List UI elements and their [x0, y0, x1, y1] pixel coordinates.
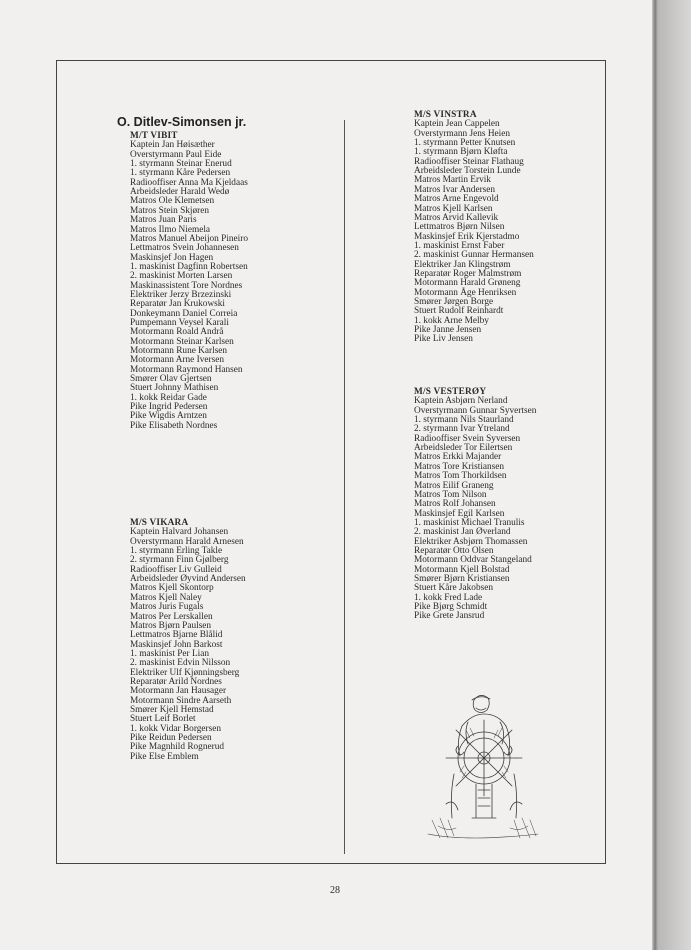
crew-member: Matros Tom Thorkildsen [414, 471, 507, 482]
crew-member: Matros Tore Kristiansen [414, 461, 505, 472]
crew-member: Matros Juan Paris [130, 215, 197, 226]
crew-member: Arbeidsleder Øyvind Andersen [130, 574, 246, 585]
crew-member: Matros Ilmo Niemela [130, 224, 211, 235]
crew-member: Elektriker Jerzy Brzezinski [130, 289, 232, 300]
crew-member: Stuert Johnny Mathisen [130, 383, 219, 394]
crew-member: Kaptein Jan Høisæther [130, 140, 215, 151]
crew-member: Reparatør Jan Krukowski [130, 299, 226, 310]
crew-member: Motormann Rune Karlsen [130, 345, 228, 356]
crew-member: Matros Manuel Abeijon Pineiro [130, 233, 249, 244]
crew-member: Smører Kjell Hemstad [130, 704, 214, 715]
crew-list [414, 397, 536, 621]
crew-member: Stuert Rudolf Reinhardt [414, 306, 504, 317]
crew-member: Kaptein Halvard Johansen [130, 527, 229, 538]
crew-member: Motormann Harald Grøneng [414, 278, 521, 289]
crew-member: 1. maskinist Dagfinn Robertsen [130, 261, 248, 272]
company-title: O. Ditlev-Simonsen jr. [117, 115, 247, 129]
crew-member: Maskinassistent Tore Nordnes [130, 280, 243, 291]
crew-member: Maskinsjef Egil Karlsen [414, 508, 505, 519]
crew-member: Pike Elisabeth Nordnes [130, 420, 218, 431]
crew-member: Kaptein Jean Cappelen [414, 119, 500, 130]
crew-member: Motormann Roald Andrå [130, 327, 224, 338]
crew-member: Matros Kjell Karlsen [414, 203, 493, 214]
crew-member: Elektriker Ulf Kjønningsberg [130, 667, 240, 678]
crew-member: Matros Arne Engevold [414, 194, 499, 205]
crew-member: Pumpemann Veysel Karali [130, 317, 229, 328]
crew-member: Overstyrmann Paul Eide [130, 149, 222, 160]
crew-member: Overstyrmann Gunnar Syvertsen [414, 405, 537, 416]
crew-member: 2. styrmann Finn Gjølberg [130, 555, 229, 566]
crew-member: Radiooffiser Svein Syversen [414, 433, 521, 444]
crew-member: Motormann Kjell Bolstad [414, 564, 510, 575]
crew-member: Matros Rolf Johansen [414, 499, 496, 510]
crew-list [130, 141, 248, 431]
page-edge-shadow [652, 0, 691, 950]
crew-member: Maskinsjef Jon Hagen [130, 252, 214, 263]
crew-member: 2. maskinist Morten Larsen [130, 271, 233, 282]
crew-member: Pike Reidun Pedersen [130, 732, 212, 743]
crew-member: 1. styrmann Bjørn Kløfta [414, 147, 508, 158]
crew-member: Pike Else Emblem [130, 751, 199, 762]
crew-member: Matros Kjell Skontorp [130, 583, 214, 594]
crew-member: Motormann Raymond Hansen [130, 364, 243, 375]
crew-member: Matros Kjell Naley [130, 592, 202, 603]
crew-member: Motormann Åge Henriksen [414, 287, 517, 298]
crew-member: Pike Ingrid Pedersen [130, 402, 208, 413]
ship-block-vesteroy [414, 388, 536, 622]
crew-member: Matros Per Lerskallen [130, 611, 213, 622]
crew-member: Smører Jørgen Borge [414, 296, 494, 307]
crew-member: 1. kokk Fred Lade [414, 592, 483, 603]
crew-member: Kaptein Asbjørn Nerland [414, 396, 508, 407]
crew-member: Matros Ivar Andersen [414, 184, 496, 195]
crew-member: Matros Bjørn Paulsen [130, 620, 212, 631]
crew-member: 1. styrmann Steinar Enerud [130, 159, 232, 170]
crew-member: Lettmatros Svein Johannesen [130, 243, 239, 254]
ship-name: M/S VIKARA [130, 518, 189, 528]
ship-block-vikara [130, 519, 246, 762]
crew-member: Motormann Steinar Karlsen [130, 336, 234, 347]
page-number: 28 [330, 885, 340, 896]
crew-member: Overstyrmann Jens Heien [414, 128, 511, 139]
crew-member: Matros Stein Skjøren [130, 205, 210, 216]
crew-member: Radiooffiser Liv Gulleid [130, 564, 222, 575]
crew-member: Stuert Kåre Jakobsen [414, 583, 494, 594]
crew-member: Smører Olav Gjertsen [130, 374, 212, 384]
crew-member: 1. maskinist Ernst Faber [414, 240, 505, 251]
crew-member: 1. styrmann Nils Staurland [414, 415, 514, 426]
crew-member: Lettmatros Bjørn Nilsen [414, 222, 505, 233]
column-divider [344, 120, 345, 854]
ship-name: M/S VINSTRA [414, 110, 477, 120]
crew-member: 1. kokk Reidar Gade [130, 392, 207, 403]
crew-member: Pike Bjørg Schmidt [414, 601, 488, 612]
crew-member: 1. styrmann Kåre Pedersen [130, 168, 231, 179]
crew-member: Matros Erkki Majander [414, 452, 502, 463]
crew-member: Matros Juris Fugals [130, 602, 204, 613]
crew-member: Lettmatros Bjarne Blålid [130, 630, 223, 641]
crew-member: Maskinsjef John Barkost [130, 639, 223, 650]
crew-member: 1. styrmann Petter Knutsen [414, 138, 516, 149]
crew-member: Motormann Jan Hausager [130, 686, 227, 697]
helmsman-sketch-illustration [418, 686, 548, 844]
ship-block-vibit [130, 132, 248, 431]
crew-member: Overstyrmann Harald Arnesen [130, 536, 244, 547]
crew-member: Motormann Sindre Aarseth [130, 695, 232, 706]
crew-member: Radiooffiser Anna Ma Kjeldaas [130, 177, 248, 188]
crew-member: Elektriker Asbjørn Thomassen [414, 536, 528, 547]
crew-member: 1. maskinist Per Lian [130, 648, 210, 659]
crew-member: 2. maskinist Edvin Nilsson [130, 658, 231, 669]
crew-member: Elektriker Jan Klingstrøm [414, 259, 511, 270]
crew-member: Stuert Leif Borlet [130, 714, 196, 725]
crew-member: Matros Tom Nilson [414, 489, 487, 500]
crew-member: Reparatør Roger Malmstrøm [414, 268, 522, 279]
crew-member: Pike Grete Jansrud [414, 611, 485, 622]
crew-member: Reparatør Arild Nordnes [130, 676, 222, 687]
crew-member: 1. kokk Vidar Borgersen [130, 723, 222, 734]
crew-member: Pike Wigdis Arntzen [130, 411, 207, 422]
crew-member: Pike Magnhild Rognerud [130, 742, 224, 753]
crew-member: 1. styrmann Erling Takle [130, 546, 223, 557]
crew-member: 1. kokk Arne Melby [414, 315, 489, 326]
crew-member: 2. styrmann Ivar Ytreland [414, 424, 510, 435]
crew-member: Smører Bjørn Kristiansen [414, 573, 510, 584]
crew-member: Matros Ole Klemetsen [130, 196, 215, 207]
crew-member: Maskinsjef Erik Kjerstadmo [414, 231, 520, 242]
crew-member: Reparatør Otto Olsen [414, 545, 494, 556]
crew-member: Matros Eilif Graneng [414, 480, 494, 491]
crew-member: Donkeymann Daniel Correia [130, 308, 238, 319]
ship-name: M/T VIBIT [130, 131, 178, 141]
crew-member: Pike Janne Jensen [414, 324, 482, 335]
crew-member: Radiooffiser Steinar Flathaug [414, 156, 524, 167]
crew-member: Motormann Oddvar Stangeland [414, 555, 532, 566]
crew-member: Matros Martin Ervik [414, 175, 491, 186]
crew-list [130, 528, 246, 762]
ship-name: M/S VESTERØY [414, 387, 487, 397]
crew-member: 2. maskinist Gunnar Hermansen [414, 250, 534, 261]
crew-member: 2. maskinist Jan Øverland [414, 527, 511, 538]
crew-member: Motormann Arne Iversen [130, 355, 224, 366]
crew-member: Matros Arvid Kallevik [414, 212, 499, 223]
ship-block-vinstra [414, 111, 534, 345]
crew-member: Arbeidsleder Torstein Lunde [414, 166, 521, 177]
crew-member: Arbeidsleder Harald Wedø [130, 187, 230, 198]
crew-list [414, 120, 534, 344]
crew-member: Pike Liv Jensen [414, 334, 473, 345]
crew-member: Arbeidsleder Tor Eilertsen [414, 443, 513, 454]
crew-member: 1. maskinist Michael Tranulis [414, 517, 525, 528]
